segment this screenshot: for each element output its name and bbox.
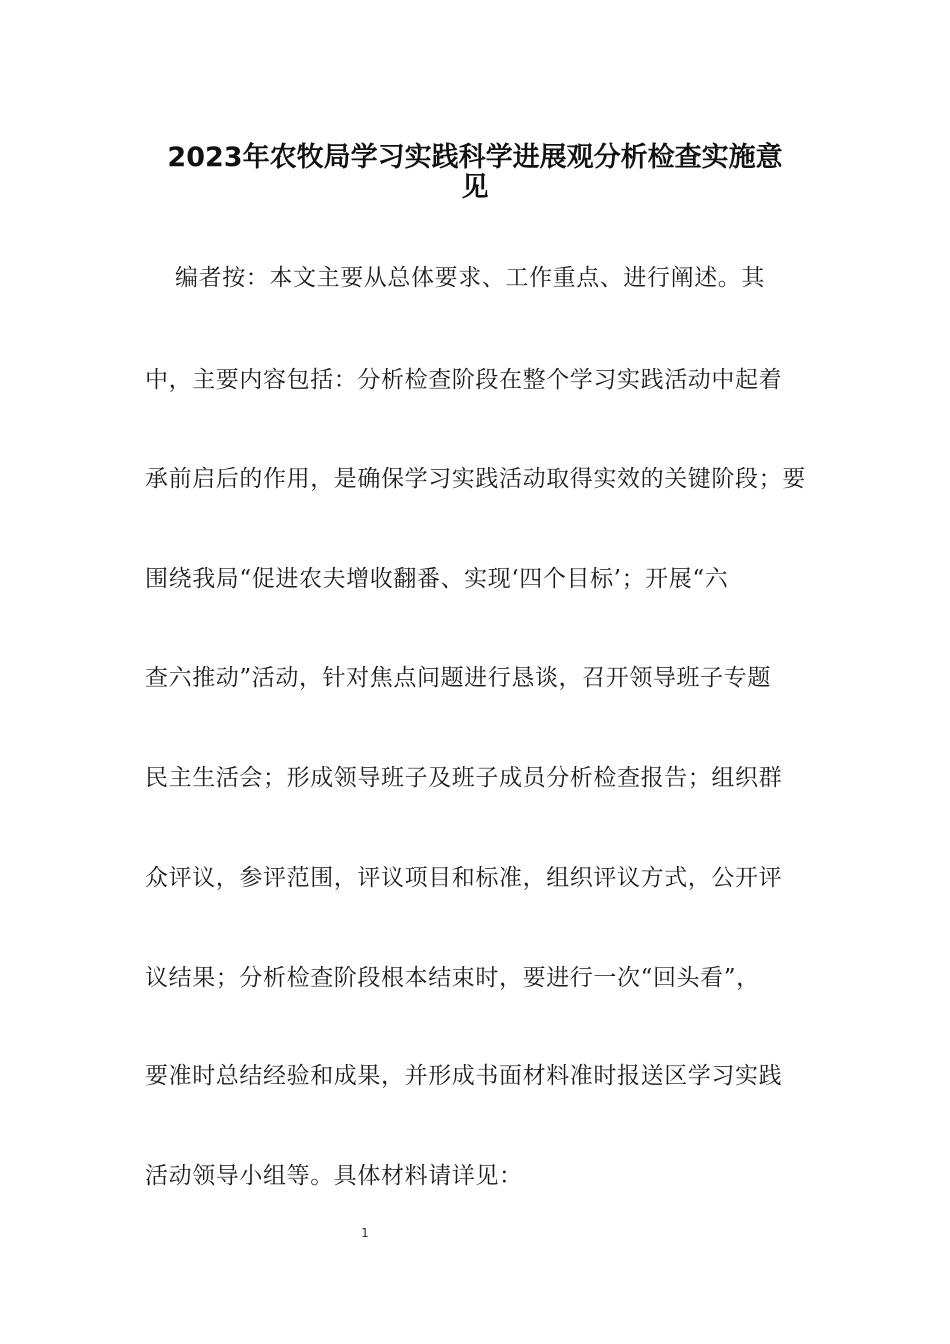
document-title-line-1: 2023年农牧局学习实践科学进展观分析检查实施意 <box>167 142 783 173</box>
document-title-line-2: 见 <box>461 172 489 203</box>
body-line: 承前启后的作用，是确保学习实践活动取得实效的关键阶段；要 <box>145 466 806 492</box>
body-line: 活动领导小组等。具体材料请详见： <box>145 1163 523 1189</box>
body-line: 围绕我局“促进农夫增收翻番、实现‘四个目标’；开展“六 <box>145 566 729 592</box>
body-line: 民主生活会；形成领导班子及班子成员分析检查报告；组织群 <box>145 765 783 791</box>
body-line: 要准时总结经验和成果，并形成书面材料准时报送区学习实践 <box>145 1063 783 1089</box>
body-line: 编者按：本文主要从总体要求、工作重点、进行阐述。其 <box>175 265 765 291</box>
page-number: 1 <box>361 1226 369 1240</box>
body-line: 中，主要内容包括：分析检查阶段在整个学习实践活动中起着 <box>145 367 783 393</box>
body-line: 查六推动”活动，针对焦点问题进行恳谈，召开领导班子专题 <box>145 665 771 691</box>
body-line: 众评议，参评范围，评议项目和标准，组织评议方式，公开评 <box>145 865 783 891</box>
body-line: 议结果；分析检查阶段根本结束时，要进行一次“回头看”， <box>145 965 760 991</box>
